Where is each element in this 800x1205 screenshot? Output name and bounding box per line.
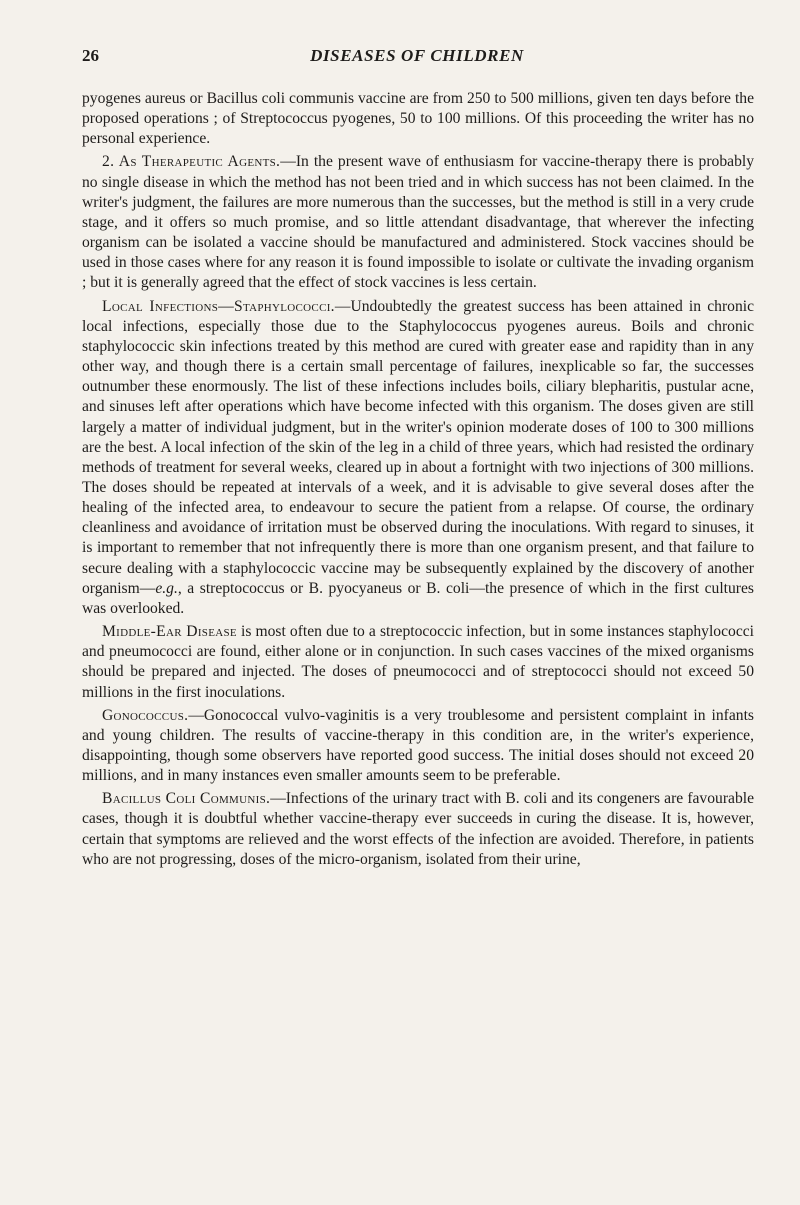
running-head: DISEASES OF CHILDREN (310, 46, 524, 65)
paragraph-text: —Infections of the urinary tract with B. coli and its congeners are favourable cases, though it is doubtful whether vaccine-therapy ever succeeds in curing the disease. It is, however, certain that symptoms are relieved and the worst effects of the infection are avoided. Therefore, in patients who are not progressing, doses of the micro-organism, isolated from their urine, (82, 790, 754, 868)
paragraph-text: —Gonococcal vulvo-vaginitis is a very troublesome and persistent complaint in infants and young children. The results of vaccine-therapy in this condition are, in the writer's experience, disappointing, though some observers have reported good success. The initial doses should not exceed 20 millions, and in many instances even smaller amounts seem to be preferable. (82, 706, 754, 785)
paragraph-bacillus-coli (82, 789, 754, 870)
page-header (82, 46, 752, 70)
paragraph-lead: Bacillus Coli Communis. (102, 790, 271, 808)
paragraph-therapeutic-agents (82, 152, 754, 293)
paragraph-lead: Local Infections—Staphylococci. (102, 297, 335, 315)
paragraph-local-infections (82, 297, 754, 620)
paragraph-text: —Undoubtedly the greatest success has been attained in chronic local infections, especially those due to the Staphylococcus pyogenes aureus. Boils and chronic staphylococcic skin infections treated by this method are cured with greater ease and rapidity than in any other way, and though there is a certain small percentage of failures, inexplicable so far, the successes outnumber these enormously. The list of these infections includes boils, ciliary blepharitis, pustular acne, and sinuses left after operations which have become infected with this organism. The doses given are still largely a matter of individual judgment, but in the writer's opinion moderate doses of 100 to 300 millions are the best. A local infection of the skin of the leg in a child of three years, which had resisted the ordinary methods of treatment for several weeks, cleared up in about a fortnight with two injections of 300 millions. The doses should be repeated at intervals of a week, and it is advisable to give several doses after the healing of the infected area, to endeavour to secure the patient from a relapse. Of course, the ordinary cleanliness and avoidance of irritation must be observed during the inoculations. With regard to sinuses, it is important to remember that not infrequently there is more than one organism present, and that failure to secure dealing with a staphylococcic vaccine may be subsequently explained by the discovery of another organism— (82, 297, 754, 597)
paragraph-text: —In the present wave of enthusiasm for vaccine-therapy there is probably no single disease in which the method has not been tried and in which success has not been claimed. In the writer's judgment, the failures are more numerous than the successes, but the method is still in a very crude stage, and it offers so much promise, and so little attendant disadvantage, that wherever the infecting organism can be isolated a vaccine should be manufactured and administered. Stock vaccines should be used in those cases where for any reason it is found impossible to isolate or cultivate the invading organism ; but it is generally agreed that the effect of stock vaccines is less certain. (82, 153, 754, 292)
paragraph-text: pyogenes aureus or Bacillus coli communis vaccine are from 250 to 500 millions, given ten days before the proposed operations ; of Streptococcus pyogenes, 50 to 100 millions. Of this proceeding the writer has no personal experience. (82, 90, 754, 148)
paragraph-gonococcus (82, 706, 754, 787)
paragraph-lead: 2. As Therapeutic Agents. (102, 153, 281, 171)
body-text (82, 89, 754, 873)
paragraph-lead: Gonococcus. (102, 706, 189, 724)
paragraph-text: is most often due to a streptococcic infection, but in some instances staphylococci and pneumococci are found, either alone or in conjunction. In such cases vaccines of the mixed organisms should be prepared and injected. The doses of pneumococci and of streptococci should not exceed 50 millions in the first inoculations. (82, 623, 754, 701)
paragraph-lead: Middle-Ear Disease (102, 623, 237, 641)
paragraph-text-after: , a streptococcus or B. pyocyaneus or B. coli—the presence of which in the first cultures was overlooked. (82, 579, 754, 617)
paragraph-continuation (82, 89, 754, 149)
paragraph-middle-ear (82, 622, 754, 703)
paragraph-emphasis: e.g. (155, 579, 178, 597)
page-number: 26 (82, 46, 99, 65)
